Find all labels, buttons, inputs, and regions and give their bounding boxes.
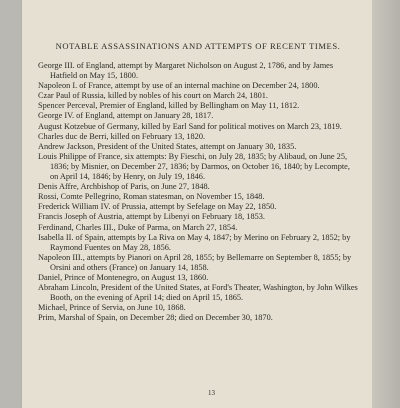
list-item: Napoleon I. of France, attempt by use of an internal machine on December 24, 1800.: [38, 81, 320, 91]
page-title: NOTABLE ASSASSINATIONS AND ATTEMPTS OF RECENT TIMES.: [55, 41, 341, 51]
list-item: Ferdinand, Charles III., Duke of Parma, on March 27, 1854.: [38, 222, 238, 232]
list-item: Napoleon III., attempts by Pianori on April 28, 1855; by Bellemarre on September 8, 1855; by Orsini and others (France) on January 14, 1858.: [38, 252, 352, 272]
page-content: [38, 40, 358, 323]
list-item: George IV. of England, attempt on January 28, 1817.: [38, 111, 214, 121]
page-edge: [372, 0, 400, 408]
list-item: Prim, Marshal of Spain, on December 28; died on December 30, 1870.: [38, 313, 273, 323]
list-item: Abraham Lincoln, President of the United States, at Ford's Theater, Washington, by John Wilkes Booth, on the evening of April 14; died on April 15, 1865.: [38, 283, 358, 303]
list-item: Andrew Jackson, President of the United States, attempt on January 30, 1835.: [38, 141, 297, 151]
list-item: August Kotzebue of Germany, killed by Earl Sand for political motives on March 23, 1819.: [38, 121, 342, 131]
list-item: George III. of England, attempt by Margaret Nicholson on August 2, 1786, and by James Hatfield on May 15, 1800.: [38, 61, 334, 81]
list-item: Frederick William IV. of Prussia, attempt by Sefelage on May 22, 1850.: [38, 202, 277, 212]
list-item: Michael, Prince of Servia, on June 10, 1868.: [38, 303, 186, 313]
list-item: Isabella II. of Spain, attempts by La Riva on May 4, 1847; by Merino on February 2, 1852; by Raymond Fuentes on May 28, 1856.: [38, 232, 351, 252]
list-item: Czar Paul of Russia, killed by nobles of his court on March 24, 1801.: [38, 91, 268, 101]
list-item: Denis Affre, Archbishop of Paris, on June 27, 1848.: [38, 182, 210, 192]
list-item: Spencer Perceval, Premier of England, killed by Bellingham on May 11, 1812.: [38, 101, 300, 111]
list-item: Daniel, Prince of Montenegro, on August 13, 1860.: [38, 272, 209, 282]
list-item: Francis Joseph of Austria, attempt by Libenyi on February 18, 1853.: [38, 212, 265, 222]
list-item: Louis Philippe of France, six attempts: By Fieschi, on July 28, 1835; by Alibaud, on June 25, 1836; by Misnier, on December 27, 1836; by Darmos, on October 16, 1840; by Lecompte, on April 14, 1846; by Henry, on July 19, 1846.: [38, 151, 350, 182]
page-number: 13: [208, 389, 215, 397]
list-item: Rossi, Comte Pellegrino, Roman statesman, on November 15, 1848.: [38, 192, 265, 202]
list-item: Charles duc de Berri, killed on February 13, 1820.: [38, 131, 206, 141]
entry-list: [38, 61, 358, 323]
